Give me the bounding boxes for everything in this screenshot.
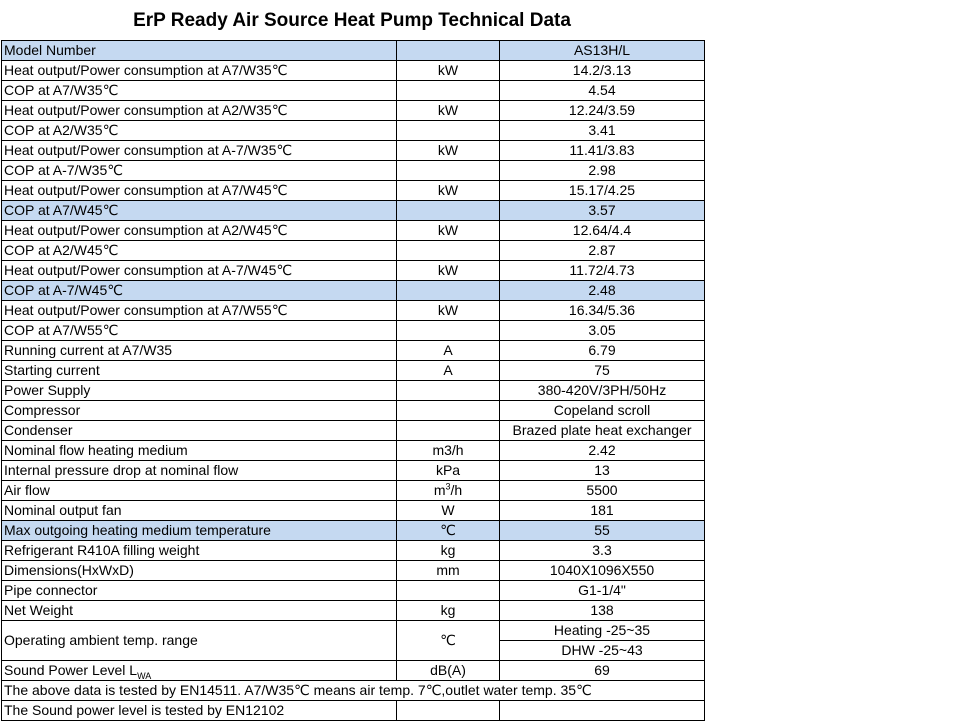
table-row	[2, 581, 705, 601]
row-label: Internal pressure drop at nominal flow	[2, 461, 397, 481]
row-label: Heat output/Power consumption at A-7/W35℃	[2, 141, 397, 161]
row-label: COP at A2/W35℃	[2, 121, 397, 141]
row-label: Air flow	[2, 481, 397, 501]
row-unit: kW	[397, 221, 500, 241]
row-label: Compressor	[2, 401, 397, 421]
row-label: Heat output/Power consumption at A7/W55℃	[2, 301, 397, 321]
spec-table	[1, 40, 705, 721]
row-label: Heat output/Power consumption at A2/W35℃	[2, 101, 397, 121]
row-value: Brazed plate heat exchanger	[500, 421, 705, 441]
row-unit	[397, 201, 500, 221]
row-value: 5500	[500, 481, 705, 501]
row-value: 3.3	[500, 541, 705, 561]
table-row	[2, 321, 705, 341]
row-value: G1-1/4"	[500, 581, 705, 601]
row-unit: kW	[397, 301, 500, 321]
row-value: 3.05	[500, 321, 705, 341]
row-unit: kPa	[397, 461, 500, 481]
unit-rest: /h	[450, 482, 463, 498]
row-label: Heat output/Power consumption at A7/W35℃	[2, 61, 397, 81]
table-row	[2, 141, 705, 161]
note-empty-cell	[397, 701, 500, 721]
ambient-heating-value: Heating -25~35	[500, 621, 705, 641]
table-row-sound	[2, 661, 705, 681]
row-label: Refrigerant R410A filling weight	[2, 541, 397, 561]
table-row	[2, 181, 705, 201]
table-header-row	[2, 41, 705, 61]
header-model-value: AS13H/L	[500, 41, 705, 61]
note-text: The Sound power level is tested by EN12102	[2, 701, 397, 721]
row-value: 16.34/5.36	[500, 301, 705, 321]
row-value: 2.48	[500, 281, 705, 301]
row-label: Dimensions(HxWxD)	[2, 561, 397, 581]
row-label: COP at A-7/W35℃	[2, 161, 397, 181]
row-value: 2.98	[500, 161, 705, 181]
row-label: Power Supply	[2, 381, 397, 401]
row-value: 12.24/3.59	[500, 101, 705, 121]
table-row	[2, 381, 705, 401]
row-unit: m3/h	[397, 441, 500, 461]
row-value: Copeland scroll	[500, 401, 705, 421]
note-empty-cell	[500, 701, 705, 721]
table-row-note	[2, 701, 705, 721]
row-value: 3.57	[500, 201, 705, 221]
unit-base: m	[433, 482, 446, 498]
row-unit	[397, 381, 500, 401]
row-unit: A	[397, 361, 500, 381]
ambient-unit: ℃	[397, 621, 500, 661]
table-row	[2, 481, 705, 501]
row-value: 1040X1096X550	[500, 561, 705, 581]
table-row	[2, 81, 705, 101]
table-row-note	[2, 681, 705, 701]
row-unit: kW	[397, 261, 500, 281]
row-label: Nominal output fan	[2, 501, 397, 521]
table-row	[2, 601, 705, 621]
header-unit	[397, 41, 500, 61]
row-label: Heat output/Power consumption at A2/W45℃	[2, 221, 397, 241]
row-value: 2.42	[500, 441, 705, 461]
table-row	[2, 561, 705, 581]
note-text: The above data is tested by EN14511. A7/W35℃ means air temp. 7℃,outlet water temp. 35℃	[2, 681, 705, 701]
row-unit	[397, 481, 500, 501]
row-label: COP at A7/W55℃	[2, 321, 397, 341]
table-row	[2, 61, 705, 81]
row-unit: kg	[397, 541, 500, 561]
sound-value: 69	[500, 661, 705, 681]
sound-label-subscript: WA	[137, 670, 152, 681]
ambient-dhw-value: DHW -25~43	[500, 641, 705, 661]
table-row	[2, 541, 705, 561]
row-value: 11.41/3.83	[500, 141, 705, 161]
row-unit: kW	[397, 101, 500, 121]
table-row	[2, 501, 705, 521]
row-unit: W	[397, 501, 500, 521]
spec-table-body	[2, 41, 705, 721]
row-unit: ℃	[397, 521, 500, 541]
row-value: 55	[500, 521, 705, 541]
row-unit	[397, 81, 500, 101]
header-label: Model Number	[2, 41, 397, 61]
row-value: 15.17/4.25	[500, 181, 705, 201]
row-label: Starting current	[2, 361, 397, 381]
row-value: 4.54	[500, 81, 705, 101]
table-row	[2, 261, 705, 281]
row-label: COP at A2/W45℃	[2, 241, 397, 261]
row-value: 380-420V/3PH/50Hz	[500, 381, 705, 401]
row-value: 3.41	[500, 121, 705, 141]
row-unit: kW	[397, 141, 500, 161]
row-label: COP at A7/W35℃	[2, 81, 397, 101]
row-value: 75	[500, 361, 705, 381]
row-unit	[397, 281, 500, 301]
table-row	[2, 461, 705, 481]
table-row	[2, 201, 705, 221]
row-label: Net Weight	[2, 601, 397, 621]
row-unit	[397, 321, 500, 341]
row-unit	[397, 401, 500, 421]
row-label: Max outgoing heating medium temperature	[2, 521, 397, 541]
table-row	[2, 241, 705, 261]
table-row	[2, 441, 705, 461]
table-row	[2, 161, 705, 181]
row-unit	[397, 161, 500, 181]
sound-label-base: Sound Power Level L	[4, 662, 138, 678]
row-unit	[397, 581, 500, 601]
row-value: 6.79	[500, 341, 705, 361]
table-row	[2, 341, 705, 361]
row-label: COP at A-7/W45℃	[2, 281, 397, 301]
row-value: 12.64/4.4	[500, 221, 705, 241]
row-unit: kg	[397, 601, 500, 621]
sound-unit: dB(A)	[397, 661, 500, 681]
table-row	[2, 401, 705, 421]
row-unit: A	[397, 341, 500, 361]
row-value: 2.87	[500, 241, 705, 261]
row-label: Heat output/Power consumption at A7/W45℃	[2, 181, 397, 201]
row-value: 14.2/3.13	[500, 61, 705, 81]
row-label: Heat output/Power consumption at A-7/W45℃	[2, 261, 397, 281]
ambient-label: Operating ambient temp. range	[2, 621, 397, 661]
row-value: 138	[500, 601, 705, 621]
table-row	[2, 421, 705, 441]
row-label: COP at A7/W45℃	[2, 201, 397, 221]
table-row	[2, 121, 705, 141]
row-value: 13	[500, 461, 705, 481]
row-unit	[397, 421, 500, 441]
row-label: Condenser	[2, 421, 397, 441]
row-unit	[397, 121, 500, 141]
row-value: 11.72/4.73	[500, 261, 705, 281]
unit-superscript: 3	[445, 481, 451, 492]
row-unit: kW	[397, 181, 500, 201]
row-label: Running current at A7/W35	[2, 341, 397, 361]
row-value: 181	[500, 501, 705, 521]
row-unit: mm	[397, 561, 500, 581]
table-row	[2, 281, 705, 301]
table-row	[2, 361, 705, 381]
row-label: Nominal flow heating medium	[2, 441, 397, 461]
table-row-ambient	[2, 621, 705, 641]
table-row	[2, 221, 705, 241]
table-row	[2, 301, 705, 321]
document-title: ErP Ready Air Source Heat Pump Technical Data	[133, 10, 571, 31]
sound-label	[2, 661, 397, 681]
row-unit: kW	[397, 61, 500, 81]
row-label: Pipe connector	[2, 581, 397, 601]
table-row	[2, 101, 705, 121]
row-unit	[397, 241, 500, 261]
table-row	[2, 521, 705, 541]
